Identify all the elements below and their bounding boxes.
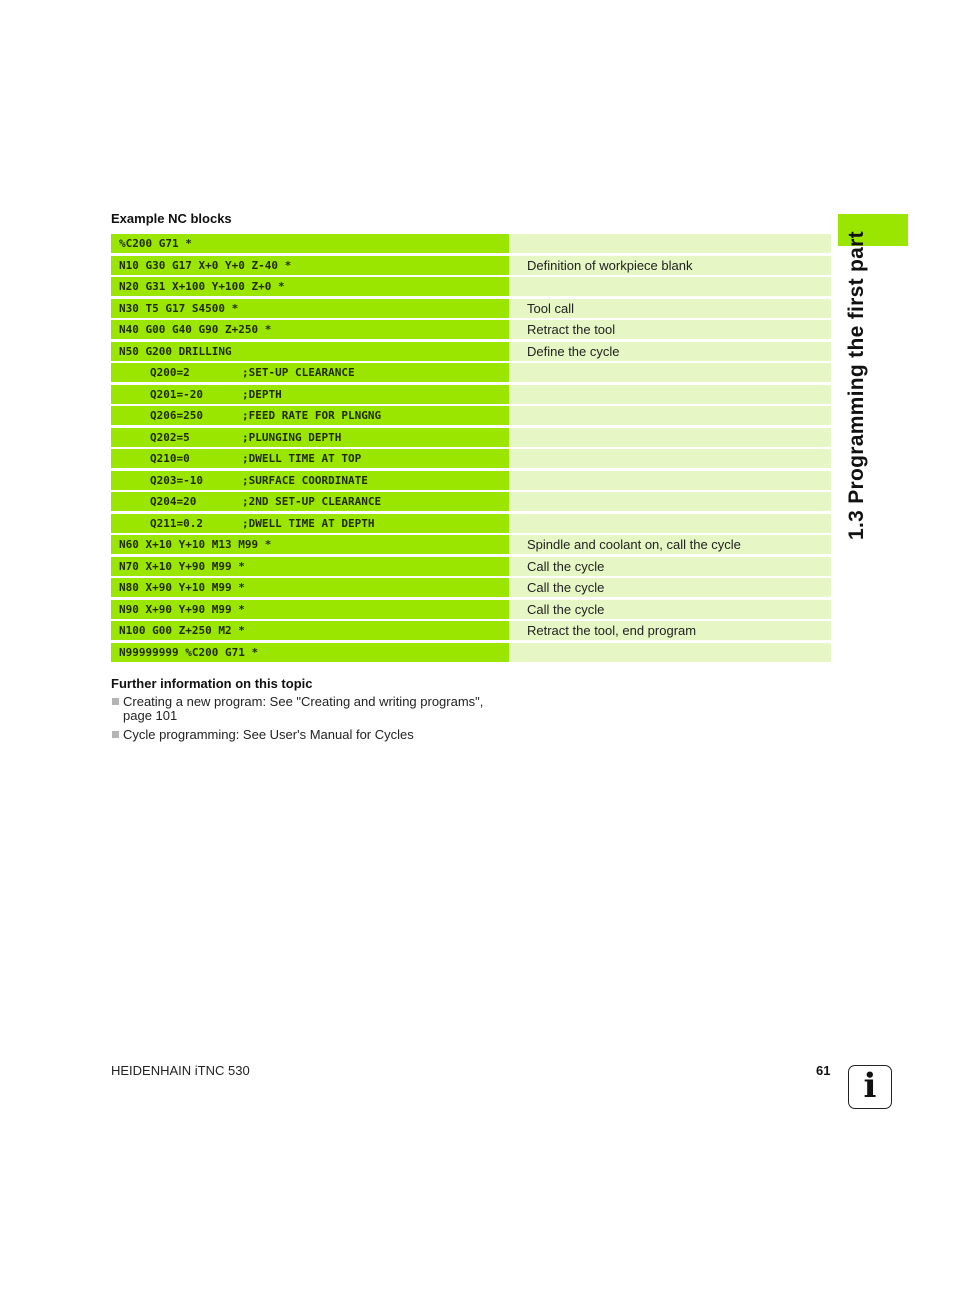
param-label: ;DEPTH (242, 387, 282, 401)
nc-row (111, 299, 831, 318)
page-number: 61 (816, 1063, 831, 1078)
nc-row (111, 320, 831, 339)
nc-row (111, 277, 831, 296)
nc-comment: Retract the tool (509, 320, 831, 339)
nc-row (111, 621, 831, 640)
nc-comment (509, 643, 831, 662)
nc-code: N100 G00 Z+250 M2 * (111, 621, 509, 640)
nc-comment (509, 385, 831, 404)
nc-code: N99999999 %C200 G71 * (111, 643, 509, 662)
param-label: ;SURFACE COORDINATE (242, 473, 368, 487)
cycle-param-row (111, 406, 831, 425)
nc-row (111, 256, 831, 275)
cycle-param (111, 363, 509, 382)
nc-code: N50 G200 DRILLING (111, 342, 509, 361)
nc-comment: Call the cycle (509, 578, 831, 597)
nc-comment: Call the cycle (509, 557, 831, 576)
param-value: Q204=20 (150, 495, 197, 508)
param-label: ;PLUNGING DEPTH (242, 430, 342, 444)
nc-code: N30 T5 G17 S4500 * (111, 299, 509, 318)
param-value: Q210=0 (150, 452, 190, 465)
nc-comment: Tool call (509, 299, 831, 318)
cycle-param (111, 428, 509, 447)
further-info (111, 676, 511, 747)
nc-comment (509, 428, 831, 447)
cycle-param-row (111, 428, 831, 447)
cycle-param-row (111, 514, 831, 533)
cycle-param (111, 471, 509, 490)
nc-row (111, 342, 831, 361)
nc-code: N40 G00 G40 G90 Z+250 * (111, 320, 509, 339)
chapter-side-title: 1.3 Programming the first part (845, 231, 868, 540)
nc-comment (509, 471, 831, 490)
section-heading: Example NC blocks (111, 211, 232, 226)
nc-code: N80 X+90 Y+10 M99 * (111, 578, 509, 597)
nc-comment (509, 514, 831, 533)
cycle-param (111, 492, 509, 511)
list-item (111, 728, 511, 742)
param-label: ;2ND SET-UP CLEARANCE (242, 495, 382, 508)
nc-code: N90 X+90 Y+90 M99 * (111, 600, 509, 619)
nc-row (111, 234, 831, 253)
list-item-text: Cycle programming: See User's Manual for Cycles (123, 727, 414, 742)
nc-comment: Spindle and coolant on, call the cycle (509, 535, 831, 554)
param-label: ;FEED RATE FOR PLNGNG (242, 409, 382, 422)
further-info-heading: Further information on this topic (111, 676, 313, 691)
nc-comment (509, 277, 831, 296)
nc-comment (509, 492, 831, 511)
info-icon (848, 1065, 892, 1109)
nc-row (111, 643, 831, 662)
nc-comment (509, 449, 831, 468)
nc-comment: Definition of workpiece blank (509, 256, 831, 275)
param-label: ;DWELL TIME AT TOP (242, 452, 362, 465)
param-label: ;DWELL TIME AT DEPTH (242, 516, 375, 530)
param-label: ;SET-UP CLEARANCE (242, 366, 355, 379)
nc-code: N60 X+10 Y+10 M13 M99 * (111, 535, 509, 554)
param-value: Q202=5 (150, 430, 190, 444)
bullet-square-icon (112, 731, 119, 738)
nc-code: %C200 G71 * (111, 234, 509, 253)
footer-product: HEIDENHAIN iTNC 530 (111, 1063, 250, 1078)
nc-comment: Define the cycle (509, 342, 831, 361)
list-item (111, 695, 511, 723)
param-value: Q206=250 (150, 409, 203, 422)
param-value: Q203=-10 (150, 473, 203, 487)
nc-comment: Retract the tool, end program (509, 621, 831, 640)
bullet-square-icon (112, 698, 119, 705)
nc-code: N20 G31 X+100 Y+100 Z+0 * (111, 277, 509, 296)
nc-row (111, 578, 831, 597)
cycle-param (111, 385, 509, 404)
cycle-param (111, 406, 509, 425)
param-value: Q211=0.2 (150, 516, 203, 530)
nc-row (111, 557, 831, 576)
cycle-param (111, 514, 509, 533)
cycle-param-row (111, 385, 831, 404)
cycle-param-row (111, 449, 831, 468)
cycle-param (111, 449, 509, 468)
nc-comment: Call the cycle (509, 600, 831, 619)
list-item-text: Creating a new program: See "Creating and writing programs", page 101 (123, 694, 484, 723)
nc-comment (509, 406, 831, 425)
info-icon-glyph: i (863, 1066, 877, 1106)
nc-code: N70 X+10 Y+90 M99 * (111, 557, 509, 576)
nc-row (111, 535, 831, 554)
nc-program-table (111, 234, 831, 664)
cycle-param-row (111, 492, 831, 511)
param-value: Q200=2 (150, 366, 190, 379)
nc-comment (509, 363, 831, 382)
cycle-param-row (111, 471, 831, 490)
nc-code: N10 G30 G17 X+0 Y+0 Z-40 * (111, 256, 509, 275)
cycle-param-row (111, 363, 831, 382)
nc-row (111, 600, 831, 619)
param-value: Q201=-20 (150, 387, 203, 401)
nc-comment (509, 234, 831, 253)
